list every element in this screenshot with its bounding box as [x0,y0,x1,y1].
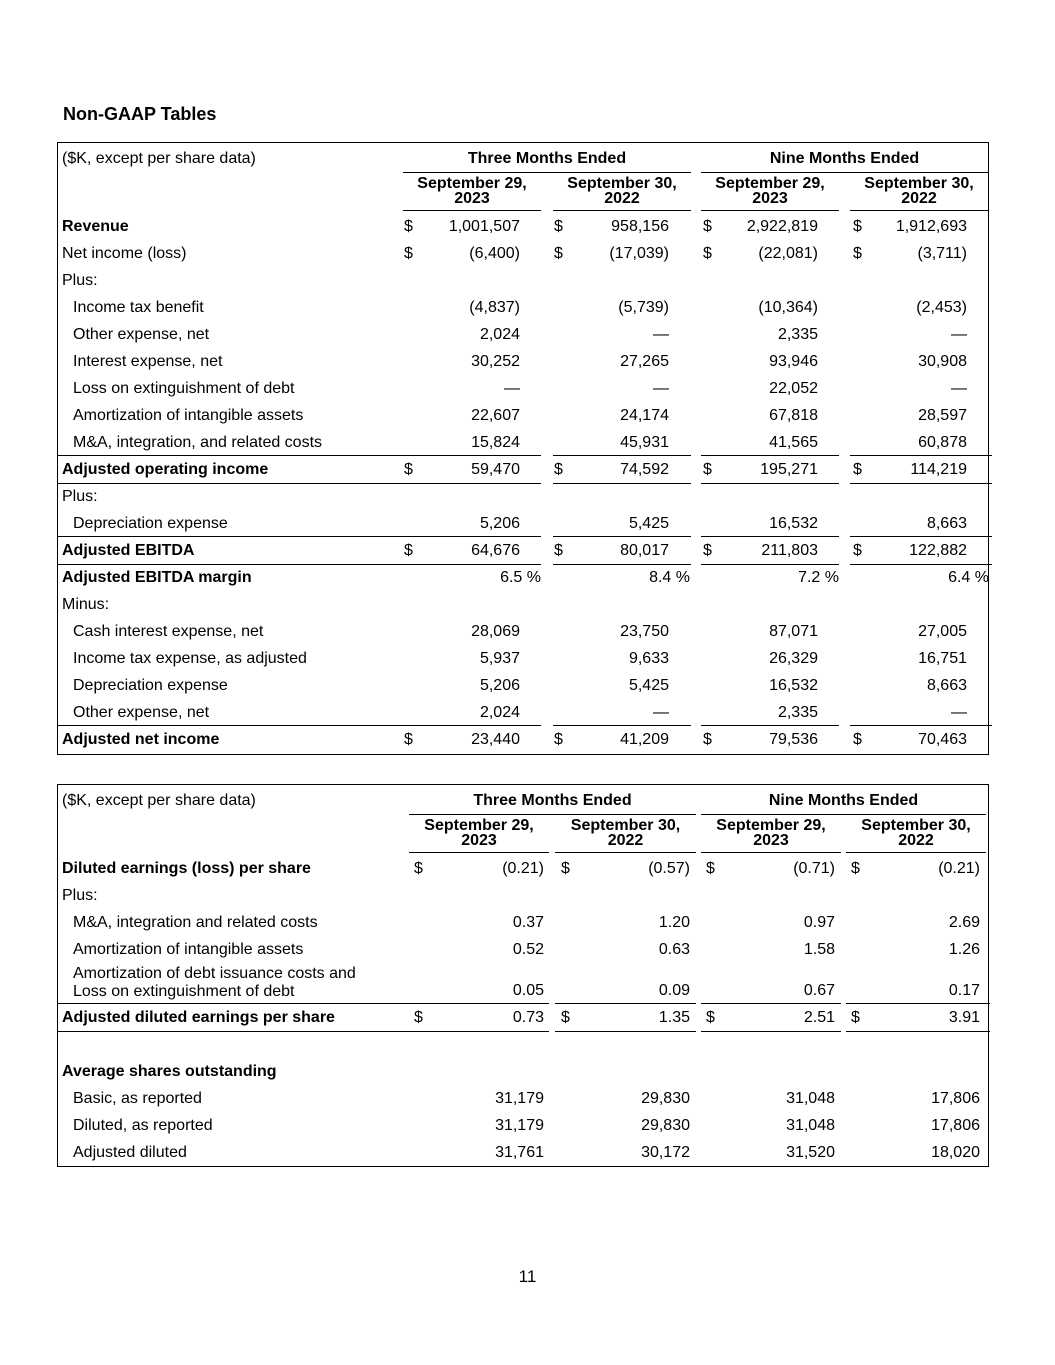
value-cell: 2,024 [479,326,520,343]
currency-symbol: $ [404,731,413,748]
currency-symbol: $ [554,218,563,235]
value-cell: 79,536 [769,731,818,748]
row-label: M&A, integration, and related costs [73,434,323,451]
currency-symbol: $ [404,245,413,262]
value-cell: (10,364) [758,299,818,316]
value-cell: 2,024 [479,704,520,721]
value-cell: 0.97 [803,914,835,931]
value-cell: 18,020 [931,1144,980,1161]
currency-symbol: $ [853,542,862,559]
value-cell: 93,946 [769,353,818,370]
row-label: Income tax expense, as adjusted [73,650,307,667]
table-row [58,240,988,267]
currency-symbol: $ [703,245,712,262]
table-row [58,294,988,321]
table-row [58,483,988,510]
table-row [58,645,988,672]
page-number: 11 [518,1267,537,1286]
currency-symbol: $ [404,542,413,559]
eps-reconciliation-table [57,784,989,1167]
table-row [58,429,988,456]
value-cell: 122,882 [909,542,967,559]
value-cell: (22,081) [758,245,818,262]
currency-symbol: $ [703,461,712,478]
value-cell: (0.21) [938,860,980,877]
value-cell: 7.2 % [798,569,839,586]
row-label: Adjusted operating income [62,461,269,478]
currency-symbol: $ [851,1009,860,1026]
value-cell: — [653,380,669,397]
value-cell: 958,156 [611,218,669,235]
currency-symbol: $ [853,461,862,478]
currency-symbol: $ [853,218,862,235]
row-label: Adjusted EBITDA margin [62,569,252,586]
value-cell: 80,017 [620,542,669,559]
row-label: Interest expense, net [73,353,223,370]
currency-symbol: $ [853,245,862,262]
value-cell: 31,179 [495,1090,544,1107]
value-cell: 87,071 [769,623,818,640]
value-cell: 8,663 [926,677,967,694]
value-cell: 17,806 [931,1090,980,1107]
value-cell: 70,463 [918,731,967,748]
value-cell: 1.35 [658,1009,690,1026]
row-label: Average shares outstanding [62,1063,277,1080]
currency-symbol: $ [853,731,862,748]
col-header-9m-2023: September 29, 2023 [715,175,825,207]
col-header-9m-2023: September 29, 2023 [716,817,826,849]
units-label: ($K, except per share data) [62,792,256,809]
value-cell: — [653,326,669,343]
value-cell: 59,470 [471,461,520,478]
table-row [58,1085,988,1112]
value-cell: (17,039) [609,245,669,262]
row-label: Other expense, net [73,704,210,721]
value-cell: (4,837) [469,299,520,316]
currency-symbol: $ [706,1009,715,1026]
value-cell: 22,607 [471,407,520,424]
non-gaap-reconciliation-table [57,142,989,755]
row-label: Amortization of intangible assets [73,941,304,958]
value-cell: (5,739) [618,299,669,316]
table-row [58,699,988,726]
group-header-nine-months: Nine Months Ended [701,145,988,173]
value-cell: 31,761 [495,1144,544,1161]
value-cell: 0.05 [512,982,544,999]
table-row [58,213,988,240]
row-label: Other expense, net [73,326,210,343]
table-row [58,618,988,645]
value-cell: 45,931 [620,434,669,451]
row-label: Minus: [62,596,110,613]
value-cell: (3,711) [917,245,967,262]
value-cell: 5,937 [479,650,520,667]
table-row [58,348,988,375]
currency-symbol: $ [414,1009,423,1026]
value-cell: 3.91 [948,1009,980,1026]
currency-symbol: $ [703,542,712,559]
table-row [58,1139,988,1166]
value-cell: 23,440 [471,731,520,748]
row-label: Plus: [62,272,98,289]
value-cell: 2,335 [777,704,818,721]
value-cell: 16,532 [769,515,818,532]
col-header-9m-2022: September 30, 2022 [861,817,971,849]
value-cell: 64,676 [471,542,520,559]
value-cell: 5,425 [628,677,669,694]
table-row [58,456,988,483]
value-cell: 26,329 [769,650,818,667]
table-row [58,1058,988,1085]
currency-symbol: $ [554,731,563,748]
currency-symbol: $ [554,461,563,478]
value-cell: 211,803 [761,542,818,559]
table-row [58,909,988,936]
value-cell: 17,806 [931,1117,980,1134]
value-cell: 2.51 [803,1009,835,1026]
row-label: Cash interest expense, net [73,623,264,640]
value-cell: 15,824 [471,434,520,451]
row-label: Adjusted EBITDA [62,542,195,559]
currency-symbol: $ [404,461,413,478]
value-cell: — [951,326,967,343]
col-header-3m-2023: September 29, 2023 [424,817,534,849]
value-cell: 1,001,507 [448,218,520,235]
value-cell: 27,005 [918,623,967,640]
value-cell: (6,400) [469,245,520,262]
value-cell: 0.73 [512,1009,544,1026]
value-cell: 22,052 [769,380,818,397]
value-cell: 2,922,819 [746,218,818,235]
value-cell: 0.09 [658,982,690,999]
table-row [58,963,988,1004]
row-label: Basic, as reported [73,1090,202,1107]
units-label: ($K, except per share data) [62,150,256,167]
table-row [58,510,988,537]
value-cell: 67,818 [769,407,818,424]
currency-symbol: $ [706,860,715,877]
value-cell: 0.63 [658,941,690,958]
value-cell: 5,206 [479,515,520,532]
value-cell: 2.69 [948,914,980,931]
value-cell: 1.20 [658,914,690,931]
value-cell: 29,830 [641,1090,690,1107]
value-cell: 41,209 [620,731,669,748]
table-row [58,375,988,402]
value-cell: 5,206 [479,677,520,694]
value-cell: 31,520 [786,1144,835,1161]
currency-symbol: $ [554,542,563,559]
col-header-3m-2023: September 29, 2023 [417,175,527,207]
currency-symbol: $ [851,860,860,877]
value-cell: 1.58 [803,941,835,958]
group-header-three-months: Three Months Ended [409,787,696,815]
row-label: Adjusted diluted [73,1144,187,1161]
value-cell: 16,751 [918,650,967,667]
table-row [58,1112,988,1139]
value-cell: 2,335 [777,326,818,343]
value-cell: 0.17 [948,982,980,999]
value-cell: 9,633 [628,650,669,667]
value-cell: 1,912,693 [895,218,967,235]
value-cell: 74,592 [620,461,669,478]
row-label: Net income (loss) [62,245,187,262]
value-cell: 0.52 [512,941,544,958]
row-label: Depreciation expense [73,515,228,532]
table-row [58,591,988,618]
row-label: Diluted earnings (loss) per share [62,860,311,877]
row-label: M&A, integration and related costs [73,914,318,931]
value-cell: 41,565 [769,434,818,451]
row-label: Plus: [62,488,98,505]
row-label: Depreciation expense [73,677,228,694]
value-cell: 0.67 [803,982,835,999]
row-label: Adjusted net income [62,731,220,748]
col-header-3m-2022: September 30, 2022 [570,817,681,849]
value-cell: 0.37 [512,914,544,931]
row-label: Amortization of debt issuance costs and Loss on extinguishment of debt [73,965,356,1000]
table-row [58,564,988,591]
value-cell: — [951,380,967,397]
row-label: Income tax benefit [73,299,204,316]
row-label: Loss on extinguishment of debt [73,380,295,397]
currency-symbol: $ [703,218,712,235]
table-row [58,1004,988,1031]
currency-symbol: $ [414,860,423,877]
row-label: Plus: [62,887,98,904]
value-cell: 8.4 % [649,569,690,586]
currency-symbol: $ [561,1009,570,1026]
col-header-9m-2022: September 30, 2022 [864,175,974,207]
currency-symbol: $ [561,860,570,877]
value-cell: 28,069 [471,623,520,640]
currency-symbol: $ [404,218,413,235]
table-row [58,267,988,294]
value-cell: 31,179 [495,1117,544,1134]
group-header-nine-months: Nine Months Ended [701,787,986,815]
row-label: Revenue [62,218,129,235]
table-row [58,882,988,909]
value-cell: 30,172 [641,1144,690,1161]
value-cell: 60,878 [918,434,967,451]
value-cell: 23,750 [620,623,669,640]
value-cell: (2,453) [916,299,967,316]
value-cell: (0.71) [793,860,835,877]
value-cell: 6.4 % [948,569,989,586]
row-label: Diluted, as reported [73,1117,213,1134]
page-title: Non-GAAP Tables [63,104,217,124]
value-cell: (0.57) [648,860,690,877]
col-header-3m-2022: September 30, 2022 [567,175,677,207]
table-row [58,936,988,963]
value-cell: 31,048 [786,1090,835,1107]
table-row [58,726,988,753]
value-cell: 114,219 [910,461,967,478]
value-cell: 29,830 [641,1117,690,1134]
row-label: Amortization of intangible assets [73,407,304,424]
value-cell: 5,425 [628,515,669,532]
value-cell: 1.26 [948,941,980,958]
value-cell: 6.5 % [500,569,541,586]
value-cell: 16,532 [769,677,818,694]
table-row [58,855,988,882]
currency-symbol: $ [554,245,563,262]
value-cell: 31,048 [786,1117,835,1134]
value-cell: — [653,704,669,721]
row-label: Adjusted diluted earnings per share [62,1009,335,1026]
group-header-three-months: Three Months Ended [403,145,691,173]
value-cell: 8,663 [926,515,967,532]
value-cell: — [951,704,967,721]
value-cell: 24,174 [620,407,669,424]
value-cell: (0.21) [502,860,544,877]
table-row [58,321,988,348]
value-cell: 30,252 [471,353,520,370]
table-row [58,402,988,429]
value-cell: 195,271 [760,461,818,478]
table-row [58,537,988,564]
value-cell: 28,597 [918,407,967,424]
value-cell: 27,265 [620,353,669,370]
value-cell: — [504,380,520,397]
table-row [58,672,988,699]
value-cell: 30,908 [918,353,967,370]
currency-symbol: $ [703,731,712,748]
